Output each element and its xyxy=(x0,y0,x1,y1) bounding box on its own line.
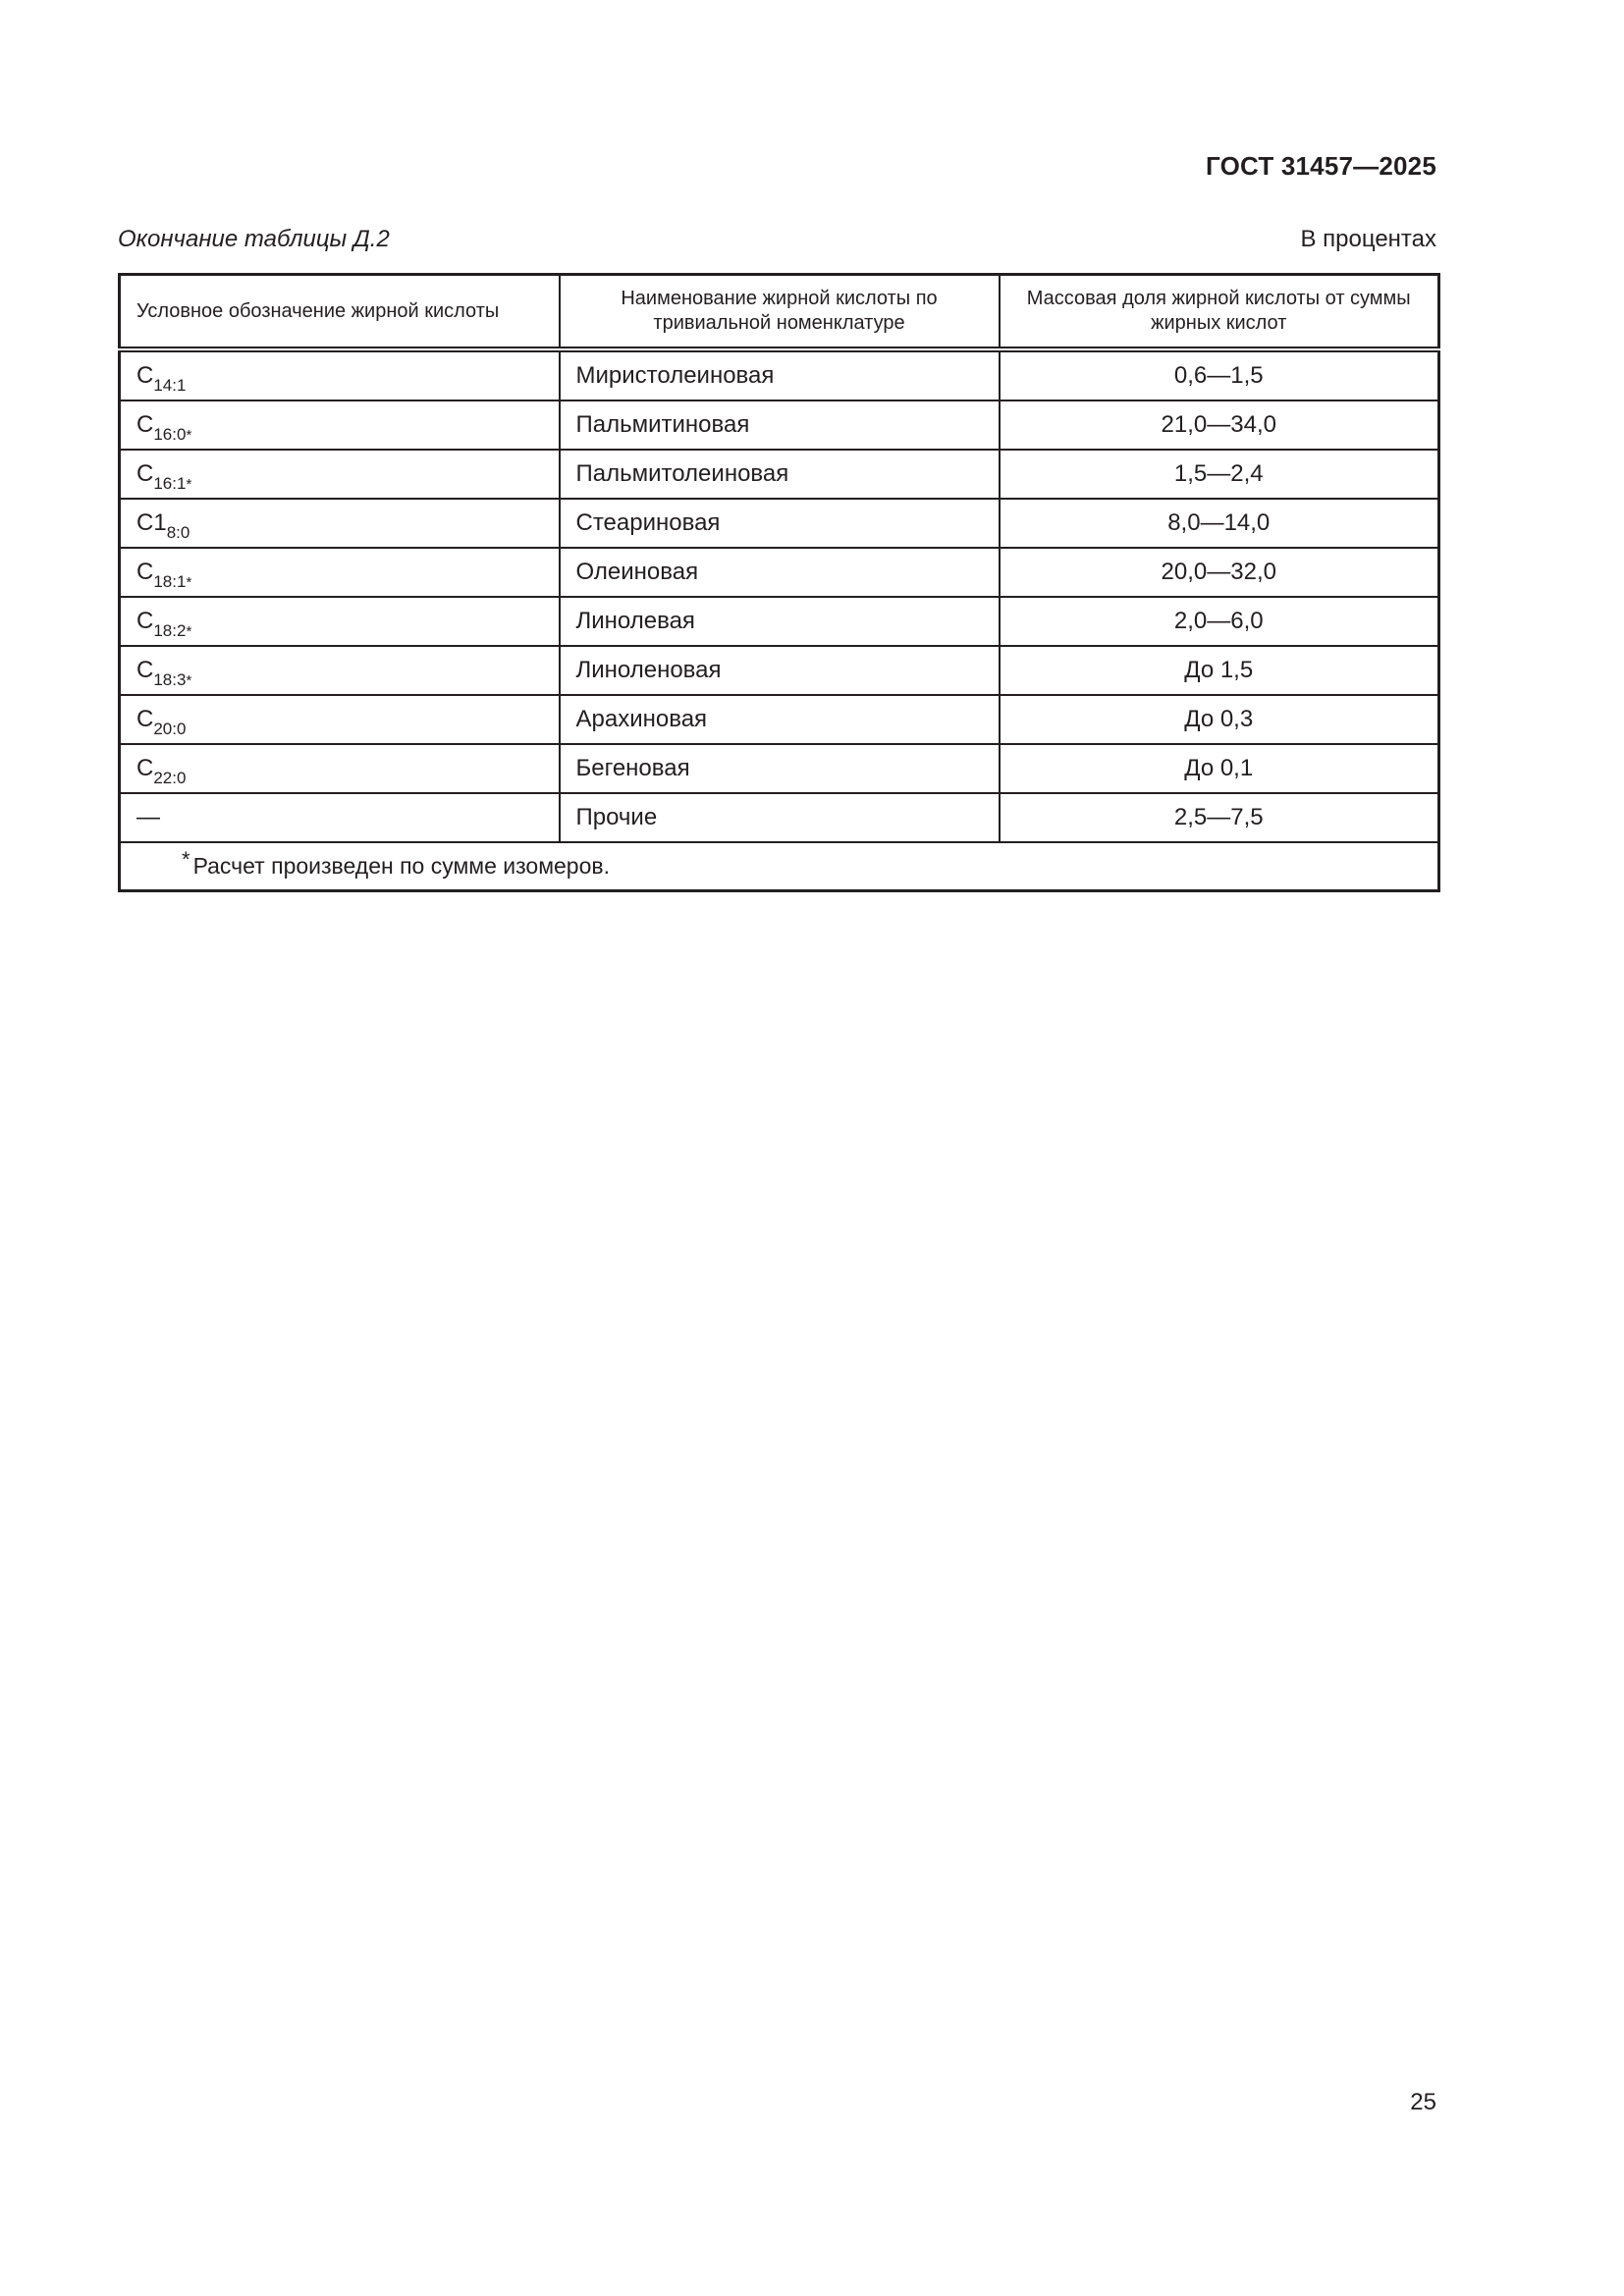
cell-name: Прочие xyxy=(560,793,1000,842)
fatty-acid-table xyxy=(118,273,1440,892)
table-row xyxy=(120,548,1439,597)
footnote-row xyxy=(120,842,1439,891)
symbol-base: C xyxy=(136,608,154,634)
cell-symbol xyxy=(120,400,560,450)
footnote-marker: * xyxy=(186,672,192,689)
footnote-mark: * xyxy=(182,847,190,872)
cell-symbol xyxy=(120,597,560,646)
table-row xyxy=(120,450,1439,499)
cell-name: Бегеновая xyxy=(560,744,1000,793)
cell-name: Олеиновая xyxy=(560,548,1000,597)
symbol-base: C1 xyxy=(136,509,167,536)
table-header-row xyxy=(120,275,1439,350)
symbol-subscript: 18:1 xyxy=(153,572,187,591)
footnote-marker: * xyxy=(186,476,192,493)
cell-mass-fraction: До 0,3 xyxy=(1000,695,1439,744)
symbol-subscript: 20:0 xyxy=(153,720,187,738)
cell-symbol xyxy=(120,744,560,793)
table-row xyxy=(120,349,1439,400)
cell-mass-fraction: 0,6—1,5 xyxy=(1000,349,1439,400)
footnote-marker: * xyxy=(186,574,192,591)
symbol-subscript: 14:1 xyxy=(153,376,187,395)
symbol-base: C xyxy=(136,559,154,585)
symbol-subscript: 8:0 xyxy=(166,523,190,542)
table-row xyxy=(120,400,1439,450)
cell-symbol xyxy=(120,450,560,499)
table-units: В процентах xyxy=(1300,226,1436,252)
column-header-name: Наименование жирной кислоты по тривиальной номенклатуре xyxy=(560,275,1000,350)
cell-mass-fraction: 1,5—2,4 xyxy=(1000,450,1439,499)
symbol-base: C xyxy=(136,657,154,683)
symbol-base: C xyxy=(136,460,154,487)
cell-symbol xyxy=(120,548,560,597)
table-row xyxy=(120,695,1439,744)
table-row xyxy=(120,646,1439,695)
symbol-subscript: 18:3 xyxy=(153,670,187,689)
symbol-subscript: 18:2 xyxy=(153,621,187,640)
cell-mass-fraction: 20,0—32,0 xyxy=(1000,548,1439,597)
cell-name: Миристолеиновая xyxy=(560,349,1000,400)
footnote-marker: * xyxy=(186,427,192,444)
page-number: 25 xyxy=(1410,2089,1436,2115)
table-caption-row xyxy=(118,226,1436,257)
symbol-base: C xyxy=(136,755,154,781)
cell-mass-fraction: 21,0—34,0 xyxy=(1000,400,1439,450)
cell-mass-fraction: До 0,1 xyxy=(1000,744,1439,793)
cell-name: Пальмитиновая xyxy=(560,400,1000,450)
symbol-subscript: 22:0 xyxy=(153,769,187,787)
cell-mass-fraction: 2,5—7,5 xyxy=(1000,793,1439,842)
table-row xyxy=(120,499,1439,548)
table-footnote xyxy=(120,842,1439,891)
table-row xyxy=(120,597,1439,646)
table-row xyxy=(120,744,1439,793)
cell-symbol xyxy=(120,499,560,548)
footnote-text: Расчет произведен по сумме изомеров. xyxy=(192,853,610,879)
cell-symbol xyxy=(120,646,560,695)
symbol-base: C xyxy=(136,706,154,732)
cell-name: Пальмитолеиновая xyxy=(560,450,1000,499)
cell-mass-fraction: До 1,5 xyxy=(1000,646,1439,695)
cell-mass-fraction: 2,0—6,0 xyxy=(1000,597,1439,646)
table-row xyxy=(120,793,1439,842)
symbol-subscript: 16:0 xyxy=(153,425,187,444)
cell-name: Линоленовая xyxy=(560,646,1000,695)
table-body xyxy=(120,349,1439,842)
symbol-base: C xyxy=(136,362,154,389)
cell-mass-fraction: 8,0—14,0 xyxy=(1000,499,1439,548)
column-header-mass-fraction: Массовая доля жирной кислоты от суммы жирных кислот xyxy=(1000,275,1439,350)
cell-name: Стеариновая xyxy=(560,499,1000,548)
column-header-symbol: Условное обозначение жирной кислоты xyxy=(120,275,560,350)
cell-name: Линолевая xyxy=(560,597,1000,646)
symbol-subscript: 16:1 xyxy=(153,474,187,493)
cell-symbol xyxy=(120,349,560,400)
document-id: ГОСТ 31457—2025 xyxy=(1206,151,1436,181)
symbol-base: — xyxy=(136,804,160,830)
table-caption: Окончание таблицы Д.2 xyxy=(118,226,390,252)
footnote-marker: * xyxy=(186,623,192,640)
cell-symbol xyxy=(120,695,560,744)
cell-name: Арахиновая xyxy=(560,695,1000,744)
symbol-base: C xyxy=(136,411,154,438)
cell-symbol xyxy=(120,793,560,842)
